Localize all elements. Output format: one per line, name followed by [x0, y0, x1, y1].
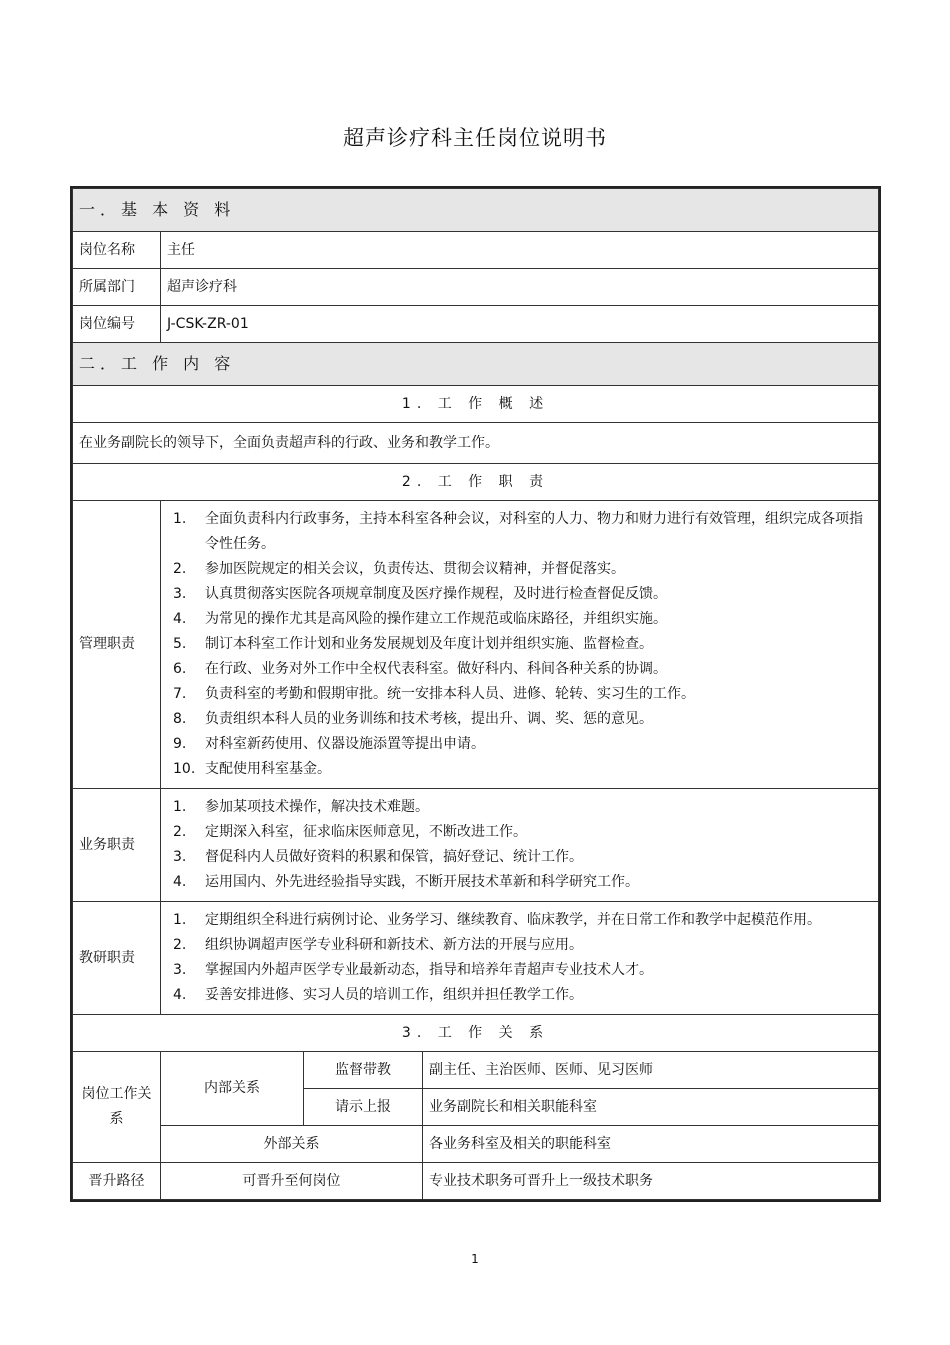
- list-item: [173, 820, 872, 845]
- item-number: 4.: [173, 611, 187, 627]
- report-label: 请示上报: [304, 1089, 423, 1126]
- list-item: [173, 732, 872, 757]
- supervise-label: 监督带教: [304, 1052, 423, 1089]
- item-number: 10.: [173, 761, 196, 777]
- list-item: [173, 933, 872, 958]
- teaching-duties-cell: [161, 902, 879, 1015]
- item-number: 6.: [173, 661, 187, 677]
- relations-heading: 3. 工 作 关 系: [73, 1015, 879, 1052]
- list-item: [173, 983, 872, 1008]
- business-duties-label: 业务职责: [73, 789, 161, 902]
- page-number: 1: [471, 1252, 479, 1266]
- item-number: 7.: [173, 686, 187, 702]
- item-text: 全面负责科内行政事务，主持本科室各种会议，对科室的人力、物力和财力进行有效管理，组织完成各项指令性任务。: [205, 511, 863, 552]
- item-text: 制订本科室工作计划和业务发展规划及年度计划并组织实施、监督检查。: [205, 636, 653, 652]
- item-text: 定期深入科室，征求临床医师意见，不断改进工作。: [205, 824, 527, 840]
- item-number: 3.: [173, 586, 187, 602]
- external-relations-value: 各业务科室及相关的职能科室: [423, 1126, 879, 1163]
- item-number: 3.: [173, 849, 187, 865]
- item-number: 2.: [173, 824, 187, 840]
- item-number: 3.: [173, 962, 187, 978]
- department-value: 超声诊疗科: [161, 269, 879, 306]
- list-item: [173, 607, 872, 632]
- external-relations-label: 外部关系: [161, 1126, 423, 1163]
- item-number: 1.: [173, 799, 187, 815]
- item-number: 8.: [173, 711, 187, 727]
- job-description-table: [70, 186, 881, 1202]
- item-number: 1.: [173, 511, 187, 527]
- table-row: [73, 232, 879, 269]
- department-label: 所属部门: [73, 269, 161, 306]
- list-item: [173, 582, 872, 607]
- internal-relations-label: 内部关系: [161, 1052, 304, 1126]
- item-number: 2.: [173, 937, 187, 953]
- list-item: [173, 870, 872, 895]
- item-text: 在行政、业务对外工作中全权代表科室。做好科内、科间各种关系的协调。: [205, 661, 667, 677]
- position-name-label: 岗位名称: [73, 232, 161, 269]
- item-text: 负责组织本科人员的业务训练和技术考核，提出升、调、奖、惩的意见。: [205, 711, 653, 727]
- management-duties-list: [167, 501, 872, 788]
- table-row: [73, 269, 879, 306]
- list-item: [173, 908, 872, 933]
- item-text: 对科室新药使用、仪器设施添置等提出申请。: [205, 736, 485, 752]
- teaching-duties-list: [167, 902, 872, 1014]
- list-item: [173, 657, 872, 682]
- list-item: [173, 632, 872, 657]
- business-duties-cell: [161, 789, 879, 902]
- item-number: 5.: [173, 636, 187, 652]
- item-text: 掌握国内外超声医学专业最新动态，指导和培养年青超声专业技术人才。: [205, 962, 653, 978]
- item-number: 4.: [173, 874, 187, 890]
- list-item: [173, 845, 872, 870]
- item-number: 1.: [173, 912, 187, 928]
- item-number: 4.: [173, 987, 187, 1003]
- section-work-content-heading: 二．工 作 内 容: [73, 343, 879, 386]
- list-item: [173, 958, 872, 983]
- promotion-value: 专业技术职务可晋升上一级技术职务: [423, 1163, 879, 1200]
- item-text: 认真贯彻落实医院各项规章制度及医疗操作规程，及时进行检查督促反馈。: [205, 586, 667, 602]
- list-item: [173, 557, 872, 582]
- table-row: [73, 306, 879, 343]
- item-text: 组织协调超声医学专业科研和新技术、新方法的开展与应用。: [205, 937, 583, 953]
- duties-heading: 2. 工 作 职 责: [73, 464, 879, 501]
- teaching-duties-label: 教研职责: [73, 902, 161, 1015]
- item-text: 运用国内、外先进经验指导实践，不断开展技术革新和科学研究工作。: [205, 874, 639, 890]
- promotion-label: 晋升路径: [73, 1163, 161, 1200]
- page-title: 超声诊疗科主任岗位说明书: [343, 126, 607, 150]
- item-text: 参加医院规定的相关会议，负责传达、贯彻会议精神，并督促落实。: [205, 561, 625, 577]
- section-basic-info-heading: 一．基 本 资 料: [73, 189, 879, 232]
- list-item: [173, 682, 872, 707]
- item-number: 9.: [173, 736, 187, 752]
- position-name-value: 主任: [161, 232, 879, 269]
- position-code-label: 岗位编号: [73, 306, 161, 343]
- list-item: [173, 757, 872, 782]
- list-item: [173, 707, 872, 732]
- promotion-target-label: 可晋升至何岗位: [161, 1163, 423, 1200]
- item-text: 定期组织全科进行病例讨论、业务学习、继续教育、临床教学，并在日常工作和教学中起模范作用。: [205, 912, 821, 928]
- position-code-value: J-CSK-ZR-01: [161, 306, 879, 343]
- item-text: 支配使用科室基金。: [205, 761, 331, 777]
- report-value: 业务副院长和相关职能科室: [423, 1089, 879, 1126]
- management-duties-cell: [161, 501, 879, 789]
- management-duties-label: 管理职责: [73, 501, 161, 789]
- item-text: 为常见的操作尤其是高风险的操作建立工作规范或临床路径，并组织实施。: [205, 611, 667, 627]
- item-text: 负责科室的考勤和假期审批。统一安排本科人员、进修、轮转、实习生的工作。: [205, 686, 695, 702]
- item-text: 参加某项技术操作，解决技术难题。: [205, 799, 429, 815]
- list-item: [173, 795, 872, 820]
- item-text: 妥善安排进修、实习人员的培训工作，组织并担任教学工作。: [205, 987, 583, 1003]
- item-text: 督促科内人员做好资料的积累和保管，搞好登记、统计工作。: [205, 849, 583, 865]
- overview-heading: 1. 工 作 概 述: [73, 386, 879, 423]
- overview-text: 在业务副院长的领导下，全面负责超声科的行政、业务和教学工作。: [73, 423, 879, 464]
- supervise-value: 副主任、主治医师、医师、见习医师: [423, 1052, 879, 1089]
- work-relations-label: 岗位工作关系: [73, 1052, 161, 1163]
- list-item: [173, 507, 872, 557]
- business-duties-list: [167, 789, 872, 901]
- item-number: 2.: [173, 561, 187, 577]
